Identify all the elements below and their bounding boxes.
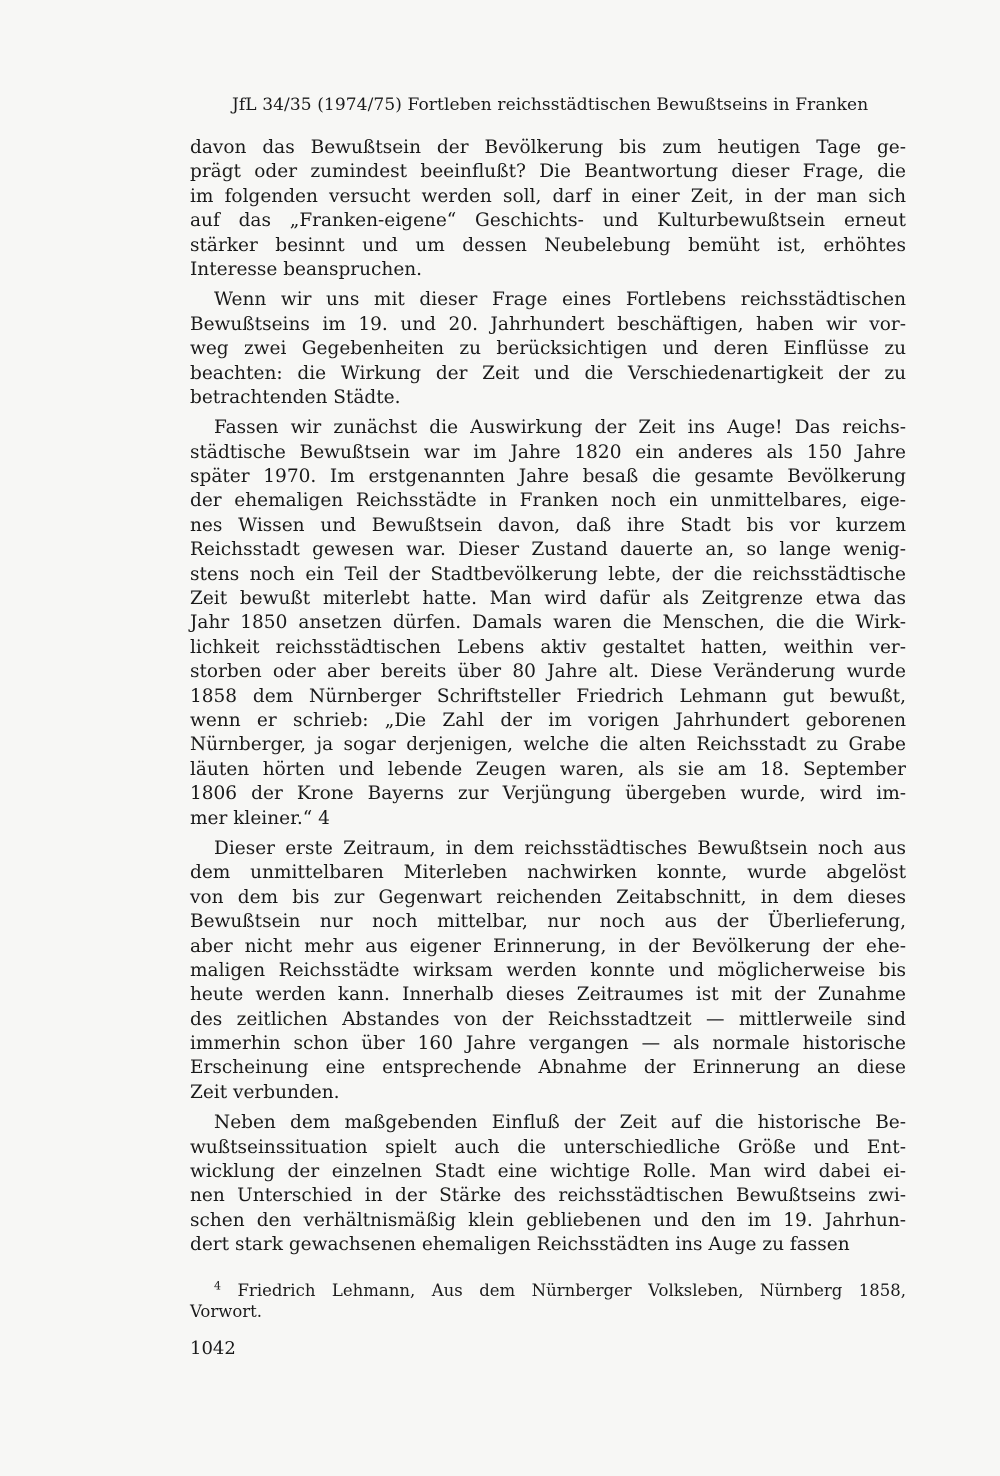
text-line: stärker besinnt und um dessen Neubelebung bemüht ist, erhöhtes (190, 234, 906, 256)
text-line: wenn er schrieb: „Die Zahl der im vorigen Jahrhundert geborenen (190, 709, 906, 731)
text-line: Reichsstadt gewesen war. Dieser Zustand dauerte an, so lange wenig- (190, 539, 906, 561)
text-line: aber nicht mehr aus eigener Erinnerung, in der Bevölkerung der ehe- (190, 935, 906, 957)
text-line: Zeit bewußt miterlebt hatte. Man wird dafür als Zeitgrenze etwa das (190, 588, 906, 610)
text-line: Wenn wir uns mit dieser Frage eines Fortlebens reichsstädtischen (214, 289, 906, 311)
text-line: dert stark gewachsenen ehemaligen Reichsstädten ins Auge zu fassen (190, 1234, 850, 1256)
paragraph (190, 136, 906, 282)
footnote-line: Vorwort. (190, 1302, 263, 1321)
text-line: Fassen wir zunächst die Auswirkung der Zeit ins Auge! Das reichs- (214, 417, 906, 439)
text-line: stens noch ein Teil der Stadtbevölkerung lebte, der die reichsstädtische (190, 563, 906, 585)
text-line: prägt oder zumindest beeinflußt? Die Beantwortung dieser Frage, die (190, 161, 906, 183)
text-line: Jahr 1850 ansetzen dürfen. Damals waren die Menschen, die die Wirk- (190, 612, 906, 634)
paragraph (190, 288, 906, 410)
text-line: weg zwei Gegebenheiten zu berücksichtigen und deren Einflüsse zu (190, 338, 906, 360)
footnote (190, 1280, 906, 1322)
text-line: Bewußtseins im 19. und 20. Jahrhundert beschäftigen, haben wir vor- (190, 313, 906, 335)
text-line: davon das Bewußtsein der Bevölkerung bis zum heutigen Tage ge- (190, 137, 906, 158)
text-line: läuten hörten und lebende Zeugen waren, als sie am 18. September (190, 758, 906, 780)
running-head: JfL 34/35 (1974/75) Fortleben reichsstädtischen Bewußtseins in Franken (232, 95, 869, 115)
text-line: immerhin schon über 160 Jahre vergangen — als normale historische (190, 1033, 906, 1055)
text-line: wicklung der einzelnen Stadt eine wichtige Rolle. Man wird dabei ei- (190, 1161, 906, 1183)
text-line: von dem bis zur Gegenwart reichenden Zeitabschnitt, in dem dieses (190, 886, 906, 908)
text-line: Bewußtsein nur noch mittelbar, nur noch aus der Überlieferung, (190, 911, 906, 933)
text-line: Erscheinung eine entsprechende Abnahme der Erinnerung an diese (190, 1057, 906, 1079)
text-line: Nürnberger, ja sogar derjenigen, welche die alten Reichsstadt zu Grabe (190, 734, 906, 756)
text-line: dem unmittelbaren Miterleben nachwirken konnte, wurde abgelöst (190, 862, 906, 884)
text-line: im folgenden versucht werden soll, darf in einer Zeit, in der man sich (190, 185, 906, 207)
text-line: heute werden kann. Innerhalb dieses Zeitraumes ist mit der Zunahme (190, 984, 906, 1006)
footnote-line (190, 1280, 906, 1301)
footnote-text: Friedrich Lehmann, Aus dem Nürnberger Volksleben, Nürnberg 1858, (237, 1281, 906, 1300)
text-line: lichkeit reichsstädtischen Lebens aktiv gestaltet hatten, weithin ver- (190, 636, 906, 658)
page-number: 1042 (190, 1338, 236, 1359)
footnote-mark: 4 (214, 1279, 221, 1293)
text-line: nes Wissen und Bewußtsein davon, daß ihre Stadt bis vor kurzem (190, 514, 906, 536)
paragraph (190, 416, 906, 831)
text-line: Dieser erste Zeitraum, in dem reichsstädtisches Bewußtsein noch aus (214, 837, 906, 859)
text-line: 1858 dem Nürnberger Schriftsteller Friedrich Lehmann gut bewußt, (190, 685, 906, 707)
text-line: storben oder aber bereits über 80 Jahre alt. Diese Veränderung wurde (190, 661, 906, 683)
text-line: 1806 der Krone Bayerns zur Verjüngung übergeben wurde, wird im- (190, 783, 906, 805)
text-line: nen Unterschied in der Stärke des reichsstädtischen Bewußtseins zwi- (190, 1185, 906, 1207)
paragraph (190, 1111, 906, 1257)
text-line: beachten: die Wirkung der Zeit und die Verschiedenartigkeit der zu (190, 362, 906, 384)
text-line: mer kleiner.“ 4 (190, 807, 330, 829)
body-text (190, 136, 906, 1258)
text-line: der ehemaligen Reichsstädte in Franken noch ein unmittelbares, eige- (190, 490, 906, 512)
text-line: städtische Bewußtsein war im Jahre 1820 ein anderes als 150 Jahre (190, 441, 906, 463)
text-line: betrachtenden Städte. (190, 386, 401, 408)
text-line: Interesse beanspruchen. (190, 258, 423, 280)
text-line: schen den verhältnismäßig klein gebliebenen und den im 19. Jahrhun- (190, 1209, 906, 1231)
paragraph (190, 837, 906, 1105)
text-line: Neben dem maßgebenden Einfluß der Zeit auf die historische Be- (214, 1112, 906, 1134)
text-line: auf das „Franken-eigene“ Geschichts- und Kulturbewußtsein erneut (190, 210, 906, 232)
text-line: wußtseinssituation spielt auch die unterschiedliche Größe und Ent- (190, 1136, 906, 1158)
text-line: des zeitlichen Abstandes von der Reichsstadtzeit — mittlerweile sind (190, 1008, 906, 1030)
text-line: Zeit verbunden. (190, 1081, 340, 1103)
text-line: später 1970. Im erstgenannten Jahre besaß die gesamte Bevölkerung (190, 466, 906, 488)
text-line: maligen Reichsstädte wirksam werden konnte und möglicherweise bis (190, 959, 906, 981)
